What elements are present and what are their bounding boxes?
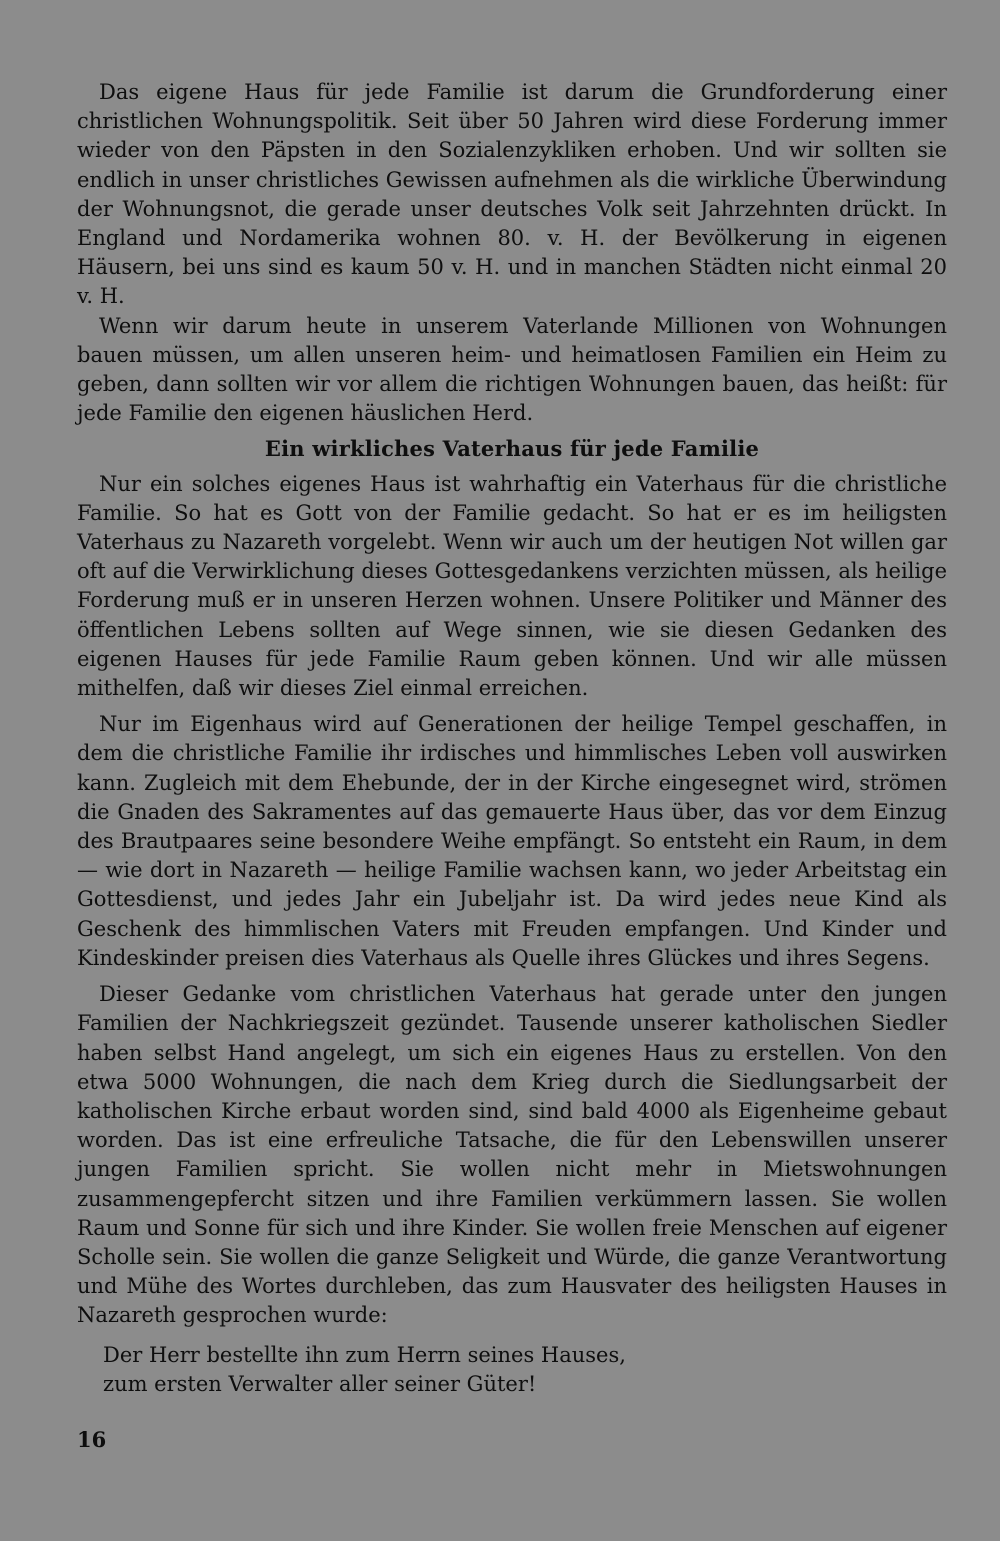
paragraph-2: Wenn wir darum heute in unserem Vaterlande Millionen von Wohnungen bauen müssen, um allen unseren heim- und heimatlosen Familien ein Heim zu geben, dann sollten wir vor allem die richtigen Wohnungen bauen, das heißt: für jede Familie den eigenen häuslichen Herd.	[77, 313, 947, 426]
paragraph-3: Nur ein solches eigenes Haus ist wahrhaftig ein Vaterhaus für die christliche Familie. So hat es Gott von der Familie gedacht. So hat er es im heiligsten Vaterhaus zu Nazareth vorgelebt. Wenn wir auch um der heutigen Not willen gar oft auf die Verwirklichung dieses Gottesgedankens verzichten müssen, als heilige Forderung muß er in unseren Herzen wohnen. Unsere Politiker und Männer des öffentlichen Lebens sollten auf Wege sinnen, wie sie diesen Gedanken des eigenen Hauses für jede Familie Raum geben können. Und wir alle müssen mithelfen, daß wir dieses Ziel einmal erreichen.	[77, 471, 947, 701]
page-body	[77, 78, 947, 1399]
paragraph-5: Dieser Gedanke vom christlichen Vaterhaus hat gerade unter den jungen Familien der Nachkriegszeit gezündet. Tausende unserer katholischen Siedler haben selbst Hand angelegt, um sich ein eigenes Haus zu erstellen. Von den etwa 5000 Wohnungen, die nach dem Krieg durch die Siedlungsarbeit der katholischen Kirche erbaut worden sind, sind bald 4000 als Eigenheime gebaut worden. Das ist eine erfreuliche Tatsache, die für den Lebenswillen unserer jungen Familien spricht. Sie wollen nicht mehr in Mietswohnungen zusammengepfercht sitzen und ihre Familien verkümmern lassen. Sie wollen Raum und Sonne für sich und ihre Kinder. Sie wollen freie Menschen auf eigener Scholle sein. Sie wollen die ganze Seligkeit und Würde, die ganze Verantwortung und Mühe des Wortes durchleben, das zum Hausvater des heiligsten Hauses in Nazareth gesprochen wurde:	[77, 982, 947, 1328]
scripture-quote	[103, 1341, 947, 1399]
paragraph-1: Das eigene Haus für jede Familie ist darum die Grundforderung einer christlichen Wohnungspolitik. Seit über 50 Jahren wird diese Forderung immer wieder von den Päpsten in den Sozialenzykliken erhoben. Und wir sollten sie endlich in unser christliches Gewissen aufnehmen als die wirkliche Überwindung der Wohnungsnot, die gerade unser deutsches Volk seit Jahrzehnten drückt. In England und Nordamerika wohnen 80. v. H. der Bevölkerung in eigenen Häusern, bei uns sind es kaum 50 v. H. und in manchen Städten nicht einmal 20 v. H.	[77, 80, 947, 309]
page-number: 16	[77, 1427, 107, 1452]
quote-line-2: zum ersten Verwalter aller seiner Güter!	[103, 1371, 537, 1396]
section-heading: Ein wirkliches Vaterhaus für jede Familie	[264, 436, 760, 462]
paragraph-4: Nur im Eigenhaus wird auf Generationen der heilige Tempel geschaffen, in dem die christliche Familie ihr irdisches und himmlisches Leben voll auswirken kann. Zugleich mit dem Ehebunde, der in der Kirche eingesegnet wird, strömen die Gnaden des Sakramentes auf das gemauerte Haus über, das vor dem Einzug des Brautpaares seine besondere Weihe empfängt. So entsteht ein Raum, in dem — wie dort in Nazareth — heilige Familie wachsen kann, wo jeder Arbeitstag ein Gottesdienst, und jedes Jahr ein Jubeljahr ist. Da wird jedes neue Kind als Geschenk des himmlischen Vaters mit Freuden empfangen. Und Kinder und Kindeskinder preisen dies Vaterhaus als Quelle ihres Glückes und ihres Segens.	[77, 712, 947, 970]
quote-line-1: Der Herr bestellte ihn zum Herrn seines Hauses,	[103, 1342, 626, 1367]
